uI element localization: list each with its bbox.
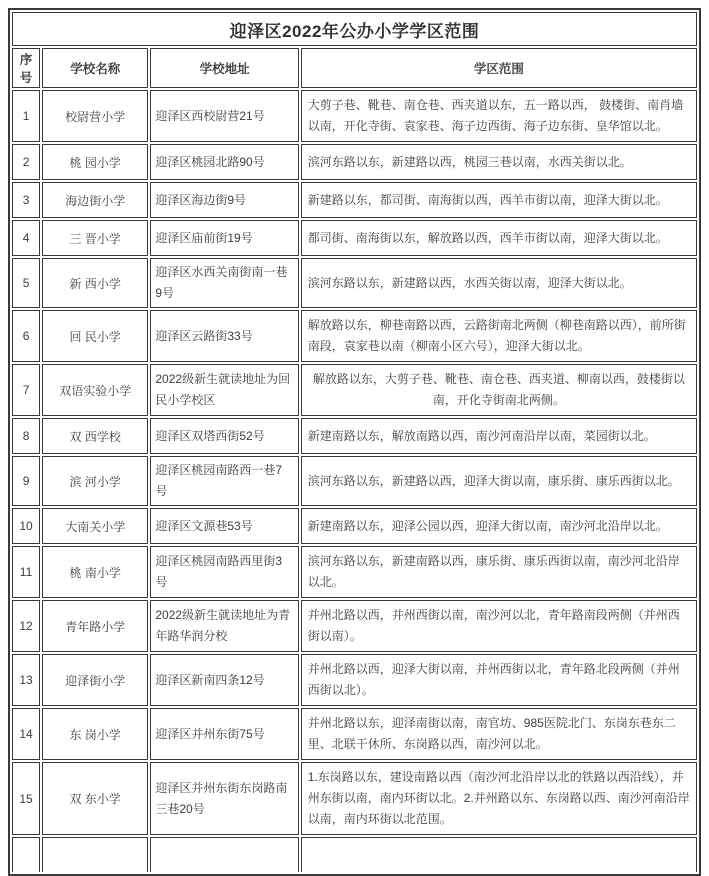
school-address: 迎泽区新南四条12号 bbox=[150, 654, 298, 706]
district-range: 滨河东路以东，新建路以西，迎泽大街以南，康乐街、康乐西街以北。 bbox=[301, 456, 697, 506]
column-header-number: 序号 bbox=[12, 48, 40, 88]
school-address: 迎泽区西校尉营21号 bbox=[150, 90, 298, 142]
district-range: 并州北路以西，并州西街以南，南沙河以北，青年路南段两侧（并州西街以南）。 bbox=[301, 600, 697, 652]
school-name: 迎泽街小学 bbox=[42, 654, 148, 706]
school-name bbox=[42, 837, 148, 872]
table-row-partial bbox=[12, 837, 697, 872]
school-address bbox=[150, 837, 298, 872]
table-row bbox=[12, 600, 697, 652]
school-name: 三 晋小学 bbox=[42, 220, 148, 256]
table-row bbox=[12, 508, 697, 544]
table-row bbox=[12, 654, 697, 706]
school-name: 大南关小学 bbox=[42, 508, 148, 544]
row-number: 14 bbox=[12, 708, 40, 760]
school-name: 东 岗小学 bbox=[42, 708, 148, 760]
table-row bbox=[12, 220, 697, 256]
school-address: 迎泽区桃园南路西里街3号 bbox=[150, 546, 298, 598]
title-row bbox=[12, 12, 697, 46]
school-name: 双语实验小学 bbox=[42, 364, 148, 416]
district-range: 新建路以东，都司街、南海街以西，西羊市街以南，迎泽大街以北。 bbox=[301, 182, 697, 218]
row-number: 12 bbox=[12, 600, 40, 652]
school-address: 迎泽区双塔西街52号 bbox=[150, 418, 298, 454]
district-range: 1.东岗路以东，建设南路以西（南沙河北沿岸以北的铁路以西沿线），并州东街以南，南内环街以北。2.并州路以东、东岗路以西、南沙河南沿岸以南，南内环街以北范围。 bbox=[301, 762, 697, 835]
school-address: 迎泽区并州东街75号 bbox=[150, 708, 298, 760]
school-address: 迎泽区桃园南路西一巷7号 bbox=[150, 456, 298, 506]
district-range: 并州北路以西，迎泽大街以南，并州西街以北，青年路北段两侧（并州西街以北）。 bbox=[301, 654, 697, 706]
row-number: 8 bbox=[12, 418, 40, 454]
school-name: 校尉营小学 bbox=[42, 90, 148, 142]
district-range: 大剪子巷、靴巷、南仓巷、西夹道以东，五一路以西， 鼓楼街、南肖墙以南，开化寺街、袁家巷、海子边西街、海子边东街、皇华馆以北。 bbox=[301, 90, 697, 142]
table-row bbox=[12, 418, 697, 454]
district-range: 新建南路以东，解放南路以西，南沙河南沿岸以南，菜园街以北。 bbox=[301, 418, 697, 454]
row-number: 5 bbox=[12, 258, 40, 308]
table-row bbox=[12, 144, 697, 180]
table-row bbox=[12, 364, 697, 416]
school-name: 桃 园小学 bbox=[42, 144, 148, 180]
school-district-table bbox=[8, 8, 701, 876]
district-range: 新建南路以东，迎泽公园以西，迎泽大街以南，南沙河北沿岸以北。 bbox=[301, 508, 697, 544]
table-row bbox=[12, 90, 697, 142]
district-range: 解放路以东，大剪子巷、靴巷、南仓巷、西夹道、柳南以西，鼓楼街以南，开化寺街南北两侧。 bbox=[301, 364, 697, 416]
table-row bbox=[12, 258, 697, 308]
header-row bbox=[12, 48, 697, 88]
table-title: 迎泽区2022年公办小学学区范围 bbox=[12, 12, 697, 46]
district-range: 解放路以东，柳巷南路以西，云路街南北两侧（柳巷南路以西），前所街南段，袁家巷以南（柳南小区六号），迎泽大街以北。 bbox=[301, 310, 697, 362]
school-address: 迎泽区庙前街19号 bbox=[150, 220, 298, 256]
school-name: 青年路小学 bbox=[42, 600, 148, 652]
row-number: 4 bbox=[12, 220, 40, 256]
row-number: 9 bbox=[12, 456, 40, 506]
row-number bbox=[12, 837, 40, 872]
row-number: 13 bbox=[12, 654, 40, 706]
school-address: 2022级新生就读地址为回民小学校区 bbox=[150, 364, 298, 416]
column-header-school-name: 学校名称 bbox=[42, 48, 148, 88]
column-header-school-address: 学校地址 bbox=[150, 48, 298, 88]
school-name: 新 西小学 bbox=[42, 258, 148, 308]
row-number: 11 bbox=[12, 546, 40, 598]
row-number: 2 bbox=[12, 144, 40, 180]
school-name: 双 西学校 bbox=[42, 418, 148, 454]
school-address: 迎泽区并州东街东岗路南三巷20号 bbox=[150, 762, 298, 835]
school-address: 迎泽区桃园北路90号 bbox=[150, 144, 298, 180]
column-header-district-range: 学区范围 bbox=[301, 48, 697, 88]
school-address: 2022级新生就读地址为青年路华润分校 bbox=[150, 600, 298, 652]
row-number: 1 bbox=[12, 90, 40, 142]
school-address: 迎泽区海边街9号 bbox=[150, 182, 298, 218]
district-range: 并州北路以东，迎泽南街以南，南官坊、985医院北门、东岗东巷东二里、北联干休所、东岗路以西，南沙河以北。 bbox=[301, 708, 697, 760]
school-name: 双 东小学 bbox=[42, 762, 148, 835]
table-row bbox=[12, 708, 697, 760]
table-row bbox=[12, 762, 697, 835]
school-name: 桃 南小学 bbox=[42, 546, 148, 598]
school-name: 海边街小学 bbox=[42, 182, 148, 218]
table-row bbox=[12, 310, 697, 362]
school-name: 滨 河小学 bbox=[42, 456, 148, 506]
table-row bbox=[12, 456, 697, 506]
school-address: 迎泽区文源巷53号 bbox=[150, 508, 298, 544]
table-row bbox=[12, 182, 697, 218]
school-address: 迎泽区云路街33号 bbox=[150, 310, 298, 362]
row-number: 15 bbox=[12, 762, 40, 835]
row-number: 7 bbox=[12, 364, 40, 416]
district-range: 滨河东路以东，新建南路以西，康乐街、康乐西街以南，南沙河北沿岸以北。 bbox=[301, 546, 697, 598]
district-range: 滨河东路以东，新建路以西，桃园三巷以南，水西关街以北。 bbox=[301, 144, 697, 180]
table-row bbox=[12, 546, 697, 598]
district-range: 都司街、南海街以东，解放路以西，西羊市街以南，迎泽大街以北。 bbox=[301, 220, 697, 256]
district-range: 滨河东路以东，新建路以西，水西关街以南，迎泽大街以北。 bbox=[301, 258, 697, 308]
row-number: 6 bbox=[12, 310, 40, 362]
row-number: 10 bbox=[12, 508, 40, 544]
row-number: 3 bbox=[12, 182, 40, 218]
school-name: 回 民小学 bbox=[42, 310, 148, 362]
school-address: 迎泽区水西关南街南一巷9号 bbox=[150, 258, 298, 308]
district-range bbox=[301, 837, 697, 872]
